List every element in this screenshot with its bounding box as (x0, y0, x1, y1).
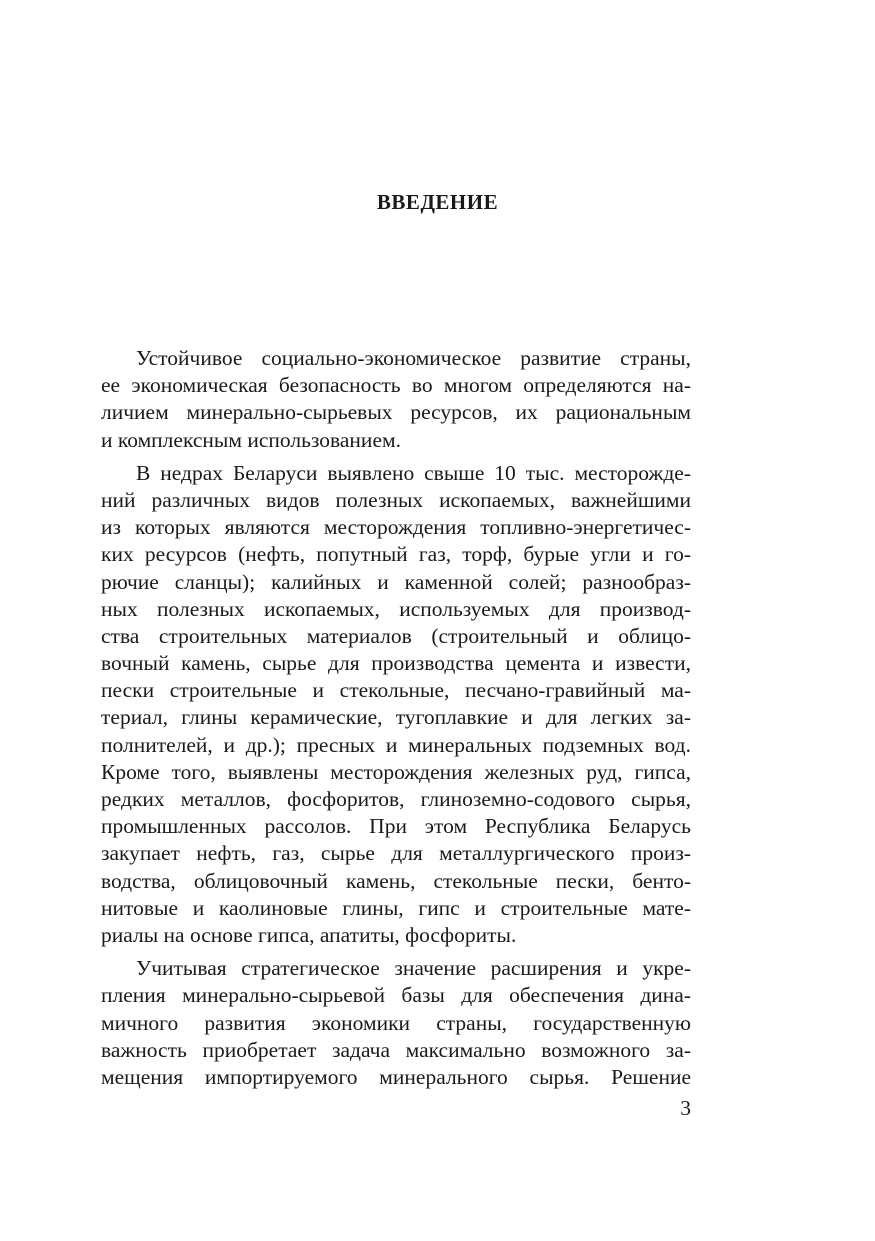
text-line: из которых являются месторождения топливно-энергетичес- (101, 515, 691, 540)
text-line: ных полезных ископаемых, используемых для производ- (101, 596, 691, 621)
text-line: ний различных видов полезных ископаемых, важнейшими (101, 487, 691, 512)
text-line: и комплексным использованием. (101, 427, 401, 452)
page-number: 3 (680, 1096, 691, 1120)
text-line: В недрах Беларуси выявлено свыше 10 тыс. месторожде- (136, 460, 691, 485)
paragraph-1 (101, 345, 691, 454)
text-line: пески строительные и стекольные, песчано-гравийный ма- (101, 678, 691, 703)
paragraph-3 (101, 955, 691, 1091)
text-line: ее экономическая безопасность во многом определяются на- (101, 373, 691, 398)
text-line: вочный камень, сырье для производства цемента и извести, (101, 651, 691, 676)
text-line: промышленных рассолов. При этом Республика Беларусь (101, 814, 691, 839)
text-line: рючие сланцы); калийных и каменной солей; разнообраз- (101, 569, 691, 594)
text-line: Учитывая стратегическое значение расширения и укре- (136, 956, 691, 981)
text-line: редких металлов, фосфоритов, глиноземно-содового сырья, (101, 787, 691, 811)
text-line: важность приобретает задача максимально возможного за- (101, 1037, 691, 1062)
text-line: нитовые и каолиновые глины, гипс и строительные мате- (101, 895, 691, 920)
text-line: полнителей, и др.); пресных и минеральных подземных вод. (101, 732, 691, 757)
page-title: ВВЕДЕНИЕ (376, 190, 499, 214)
text-line: водства, облицовочный камень, стекольные пески, бенто- (101, 868, 691, 893)
text-line: ких ресурсов (нефть, попутный газ, торф, бурые угли и го- (101, 542, 691, 567)
text-line: закупает нефть, газ, сырье для металлургического произ- (101, 841, 691, 866)
text-line: ства строительных материалов (строительный и облицо- (101, 623, 691, 648)
text-line: риалы на основе гипса, апатиты, фосфориты. (101, 922, 517, 947)
text-line: пления минерально-сырьевой базы для обеспечения дина- (101, 983, 691, 1008)
body-text (101, 345, 691, 1091)
text-line: Устойчивое социально-экономическое развитие страны, (136, 346, 691, 370)
text-line: мичного развития экономики страны, государственную (101, 1010, 691, 1035)
text-line: мещения импортируемого минерального сырья. Решение (101, 1064, 691, 1089)
text-line: териал, глины керамические, тугоплавкие и для легких за- (101, 705, 691, 730)
text-line: Кроме того, выявлены месторождения железных руд, гипса, (101, 759, 691, 784)
text-line: личием минерально-сырьевых ресурсов, их рациональным (101, 400, 691, 425)
paragraph-2 (101, 460, 691, 949)
